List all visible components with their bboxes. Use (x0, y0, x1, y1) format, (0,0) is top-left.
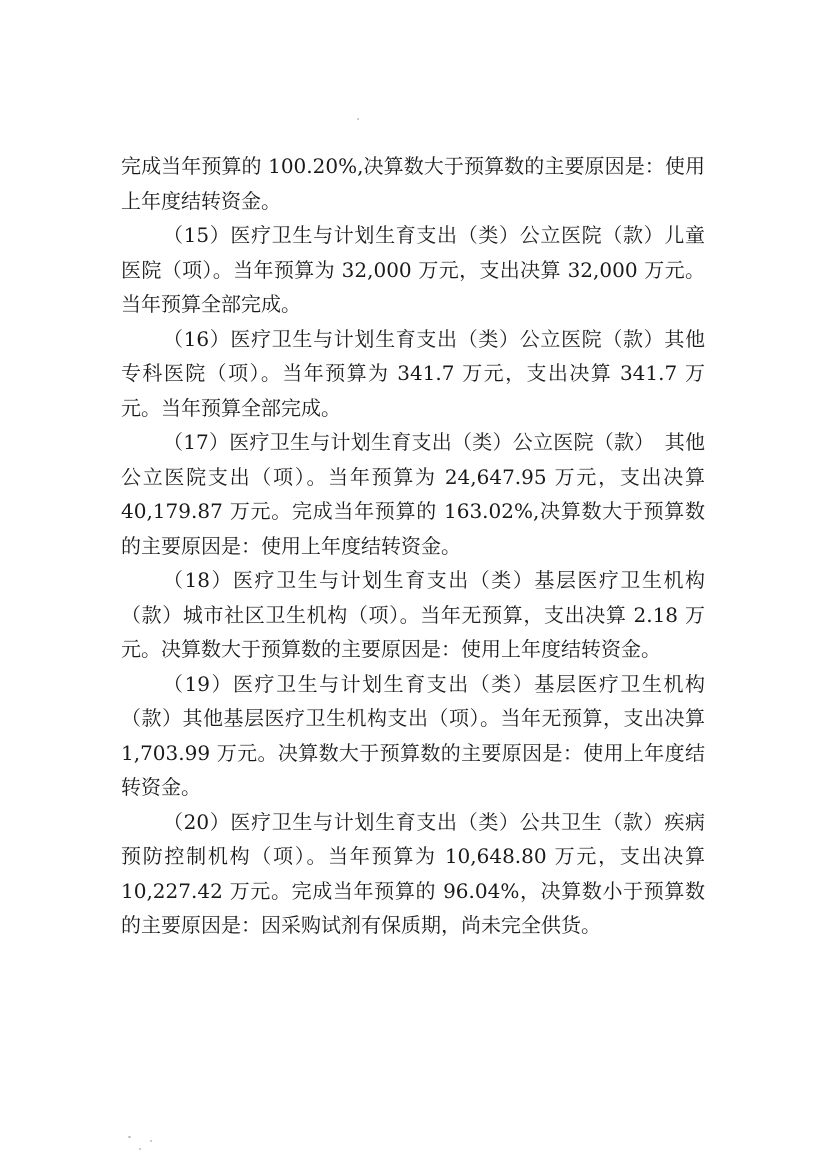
paragraph-item-18: （18）医疗卫生与计划生育支出（类）基层医疗卫生机构（款）城市社区卫生机构（项）。当年无预算，支出决算 2.18 万元。决算数大于预算数的主要原因是：使用上年度结转资金。 (121, 568, 705, 661)
document-body (121, 149, 705, 943)
scan-speck (357, 118, 359, 120)
paragraph-item-19: （19）医疗卫生与计划生育支出（类）基层医疗卫生机构（款）其他基层医疗卫生机构支出（项）。当年无预算，支出决算 1,703.99 万元。决算数大于预算数的主要原因是：使用上年度结转资金。 (121, 671, 705, 799)
scan-speck (128, 1136, 131, 1138)
paragraph-item-17: （17）医疗卫生与计划生育支出（类）公立医院（款） 其他公立医院支出（项）。当年预算为 24,647.95 万元，支出决算 40,179.87 万元。完成当年预算的 163.02%,决算数大于预算数的主要原因是：使用上年度结转资金。 (121, 430, 705, 558)
paragraph-item-15: （15）医疗卫生与计划生育支出（类）公立医院（款）儿童医院（项）。当年预算为 32,000 万元，支出决算 32,000 万元。当年预算全部完成。 (121, 223, 705, 316)
scan-speck (139, 1148, 141, 1150)
paragraph-continuation: 完成当年预算的 100.20%,决算数大于预算数的主要原因是：使用上年度结转资金。 (121, 154, 705, 213)
scan-speck (150, 1140, 152, 1142)
paragraph-item-16: （16）医疗卫生与计划生育支出（类）公立医院（款）其他专科医院（项）。当年预算为 341.7 万元，支出决算 341.7 万元。当年预算全部完成。 (121, 326, 705, 420)
paragraph-item-20: （20）医疗卫生与计划生育支出（类）公共卫生（款）疾病预防控制机构（项）。当年预算为 10,648.80 万元，支出决算 10,227.42 万元。完成当年预算的 96.04%，决算数小于预算数的主要原因是：因采购试剂有保质期，尚未完全供货。 (121, 809, 705, 937)
